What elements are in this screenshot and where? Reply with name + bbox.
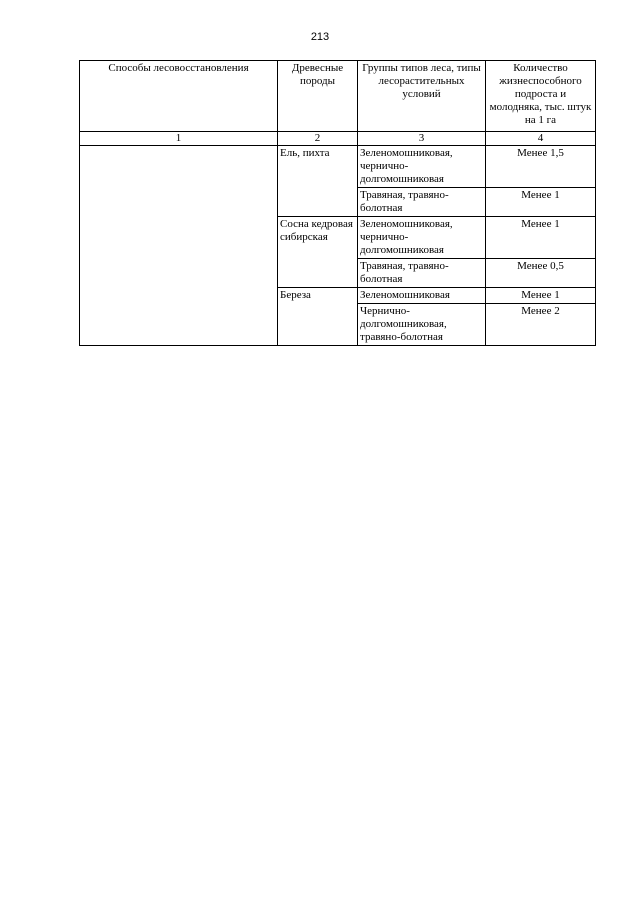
- species-cell: Ель, пихта: [278, 146, 358, 217]
- forest-type-group-cell: Чернично-долгомошниковая, травяно-болотная: [358, 304, 486, 346]
- header-forest-type-group: Группы типов леса, типы лесорастительных условий: [358, 61, 486, 132]
- header-method: Способы лесовосстановления: [80, 61, 278, 132]
- quantity-cell: Менее 1: [486, 217, 596, 259]
- forest-type-group-cell: Зеленомошниковая, чернично-долгомошниковая: [358, 217, 486, 259]
- quantity-cell: Менее 1: [486, 288, 596, 304]
- forest-type-group-cell: Травяная, травяно-болотная: [358, 188, 486, 217]
- column-number-row: [80, 132, 596, 146]
- column-number: 4: [486, 132, 596, 146]
- quantity-cell: Менее 1,5: [486, 146, 596, 188]
- column-number: 2: [278, 132, 358, 146]
- species-cell: Сосна кедровая сибирская: [278, 217, 358, 288]
- forest-type-group-cell: Зеленомошниковая: [358, 288, 486, 304]
- header-quantity: Количество жизнеспособного подроста и молодняка, тыс. штук на 1 га: [486, 61, 596, 132]
- column-number: 1: [80, 132, 278, 146]
- forest-type-group-cell: Травяная, травяно-болотная: [358, 259, 486, 288]
- quantity-cell: Менее 1: [486, 188, 596, 217]
- forest-regeneration-table: [79, 60, 596, 346]
- table-header-row: [80, 61, 596, 132]
- method-cell: [80, 146, 278, 346]
- quantity-cell: Менее 2: [486, 304, 596, 346]
- page-number: 213: [310, 31, 330, 43]
- column-number: 3: [358, 132, 486, 146]
- table-row: [80, 146, 596, 188]
- species-cell: Береза: [278, 288, 358, 346]
- header-species: Древесные породы: [278, 61, 358, 132]
- forest-type-group-cell: Зеленомошниковая, чернично-долгомошниковая: [358, 146, 486, 188]
- quantity-cell: Менее 0,5: [486, 259, 596, 288]
